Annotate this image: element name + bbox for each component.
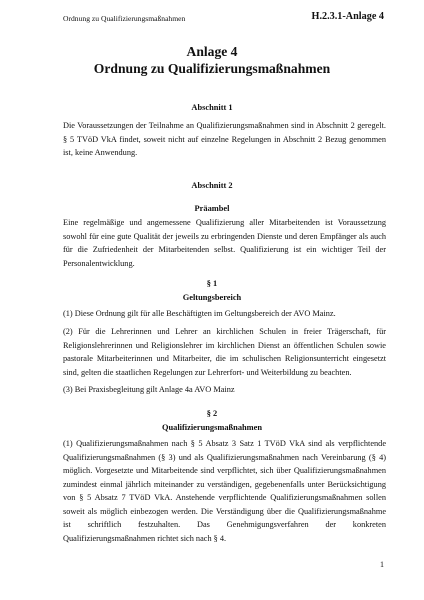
document-title: Anlage 4 [186, 44, 238, 59]
praeambel-text: Eine regelmäßige und angemessene Qualifizierung aller Mitarbeitenden ist Voraussetzung sowohl für eine gute Qualität der jeweils zu erbringenden Dienste und deren Empfänger als auch für die Zufriedenheit der Mitarbeitenden selbst. Qualifizierung ist ein wichtiger Teil der Personalentwicklung. [63, 218, 386, 268]
abschnitt-1-text: Die Voraussetzungen der Teilnahme an Qualifizierungsmaßnahmen sind in Abschnitt 2 geregelt. § 5 TVöD VkA findet, soweit nicht auf einzelne Regelungen in Abschnitt 2 Bezug genommen ist, keine Anwendung. [63, 121, 386, 157]
abschnitt-1-heading: Abschnitt 1 [191, 103, 233, 112]
section-2-number: § 2 [206, 409, 218, 418]
abschnitt-2-heading: Abschnitt 2 [191, 181, 233, 190]
document-subtitle: Ordnung zu Qualifizierungsmaßnahmen [93, 61, 331, 76]
section-2-title: Qualifizierungsmaßnahmen [161, 423, 263, 432]
section-2-paragraph-1: (1) Qualifizierungsmaßnahmen nach § 5 Absatz 3 Satz 1 TVöD VkA sind als verpflichtende Qualifizierungsmaßnahmen (§ 3) und als Qualifizierungsmaßnahmen nach Vereinbarung (§ 4) möglich. Vorgesetzte und Mitarbeitende sind verpflichtet, sich über Qualifizierungsmaßnahmen zumindest einmal jährlich miteinander zu verständigen, gegebenenfalls unter Berücksichtigung von § 5 Absatz 7 TVöD VkA. Anstehende verpflichtende Qualifizierungsmaßnahmen sollen soweit als möglich einbezogen werden. Die Verständigung über die Qualifizierungsmaßnahme ist schriftlich festzuhalten. Das Genehmigungsverfahren der konkreten Qualifizierungsmaßnahmen richtet sich nach § 4. [63, 439, 386, 543]
section-1-number: § 1 [206, 279, 218, 288]
section-1-paragraph-3: (3) Bei Praxisbegleitung gilt Anlage 4a AVO Mainz [63, 385, 235, 394]
section-1-paragraph-2: (2) Für die Lehrerinnen und Lehrer an kirchlichen Schulen in freier Trägerschaft, für Religionslehrerinnen und Religionslehrer im kirchlichen Dienst an öffentlichen Schulen sowie pastorale Mitarbeiterinnen und Mitarbeiter, die im schulischen Religionsunterricht eingesetzt sind, gelten die staatlichen Regelungen zur Lehrerfort- und Weiterbildung zu beachten. [63, 327, 386, 377]
praeambel-heading: Präambel [194, 204, 230, 213]
section-1-paragraph-1: (1) Diese Ordnung gilt für alle Beschäftigten im Geltungsbereich der AVO Mainz. [63, 309, 336, 318]
page-number: 1 [380, 560, 384, 569]
running-header-code: H.2.3.1-Anlage 4 [311, 11, 384, 22]
section-1-title: Geltungsbereich [182, 293, 242, 302]
running-header-title: Ordnung zu Qualifizierungsmaßnahmen [63, 14, 186, 23]
